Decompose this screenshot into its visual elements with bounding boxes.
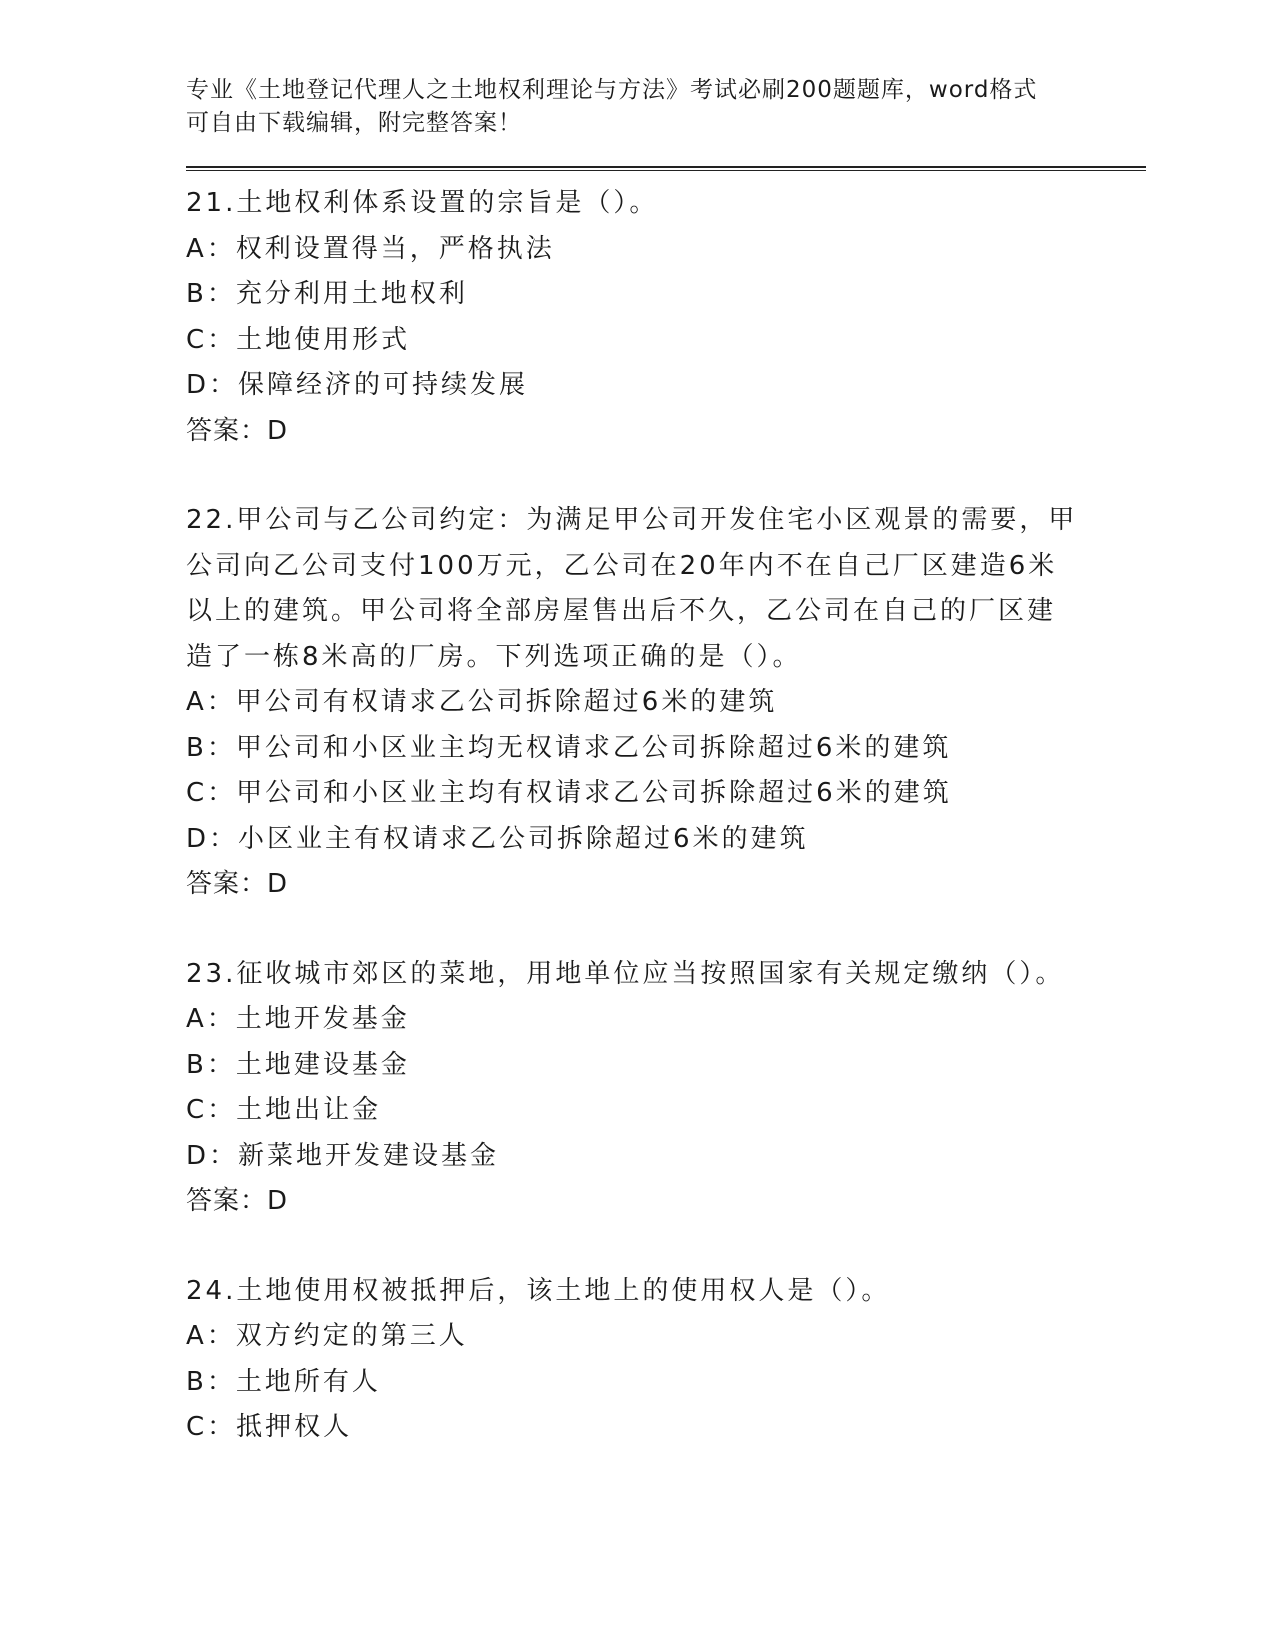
option-b: B：土地建设基金 <box>186 1049 410 1080</box>
question-stem <box>186 952 1146 998</box>
option-c: C：抵押权人 <box>186 1412 353 1442</box>
option-d: D：新菜地开发建设基金 <box>186 1140 500 1171</box>
option-a: A：权利设置得当，严格执法 <box>186 233 555 264</box>
option-b: B：充分利用土地权利 <box>186 279 468 309</box>
header-line-2: 可自由下载编辑，附完整答案！ <box>186 110 522 136</box>
stem-line: 以上的建筑。甲公司将全部房屋售出后不久，乙公司在自己的厂区建 <box>186 596 1057 626</box>
option-b: B：土地所有人 <box>186 1366 381 1397</box>
document-page <box>186 74 1146 1451</box>
stem-line: 造了一栋8米高的厂房。下列选项正确的是（）。 <box>186 641 802 672</box>
option-a: A：甲公司有权请求乙公司拆除超过6米的建筑 <box>186 687 778 717</box>
stem-line: 23.征收城市郊区的菜地，用地单位应当按照国家有关规定缴纳（）。 <box>186 958 1065 989</box>
stem-line: 24.土地使用权被抵押后，该土地上的使用权人是（）。 <box>186 1275 891 1306</box>
question-stem <box>186 498 1146 680</box>
option-c: C：甲公司和小区业主均有权请求乙公司拆除超过6米的建筑 <box>186 778 952 808</box>
answer-label: 答案：D <box>186 869 289 899</box>
header-divider <box>186 166 1146 171</box>
option-a: A：双方约定的第三人 <box>186 1321 468 1351</box>
option-c: C：土地出让金 <box>186 1095 382 1125</box>
question-21 <box>186 181 1146 454</box>
stem-line: 21.土地权利体系设置的宗旨是（）。 <box>186 188 659 218</box>
option-d: D：保障经济的可持续发展 <box>186 370 529 400</box>
question-22 <box>186 498 1146 908</box>
stem-line: 公司向乙公司支付100万元，乙公司在20年内不在自己厂区建造6米 <box>186 550 1058 581</box>
option-a: A：土地开发基金 <box>186 1004 410 1034</box>
question-23 <box>186 952 1146 1225</box>
answer-label: 答案：D <box>186 1186 289 1216</box>
document-header <box>186 74 1086 140</box>
question-24 <box>186 1269 1146 1451</box>
option-d: D：小区业主有权请求乙公司拆除超过6米的建筑 <box>186 823 809 854</box>
option-b: B：甲公司和小区业主均无权请求乙公司拆除超过6米的建筑 <box>186 732 952 763</box>
stem-line: 22.甲公司与乙公司约定：为满足甲公司开发住宅小区观景的需要，甲 <box>186 505 1078 535</box>
answer-label: 答案：D <box>186 415 289 446</box>
question-stem <box>186 1269 1146 1315</box>
question-stem <box>186 181 1146 227</box>
option-c: C：土地使用形式 <box>186 324 411 355</box>
header-line-1: 专业《土地登记代理人之土地权利理论与方法》考试必刷200题题库，word格式 <box>186 77 1038 103</box>
